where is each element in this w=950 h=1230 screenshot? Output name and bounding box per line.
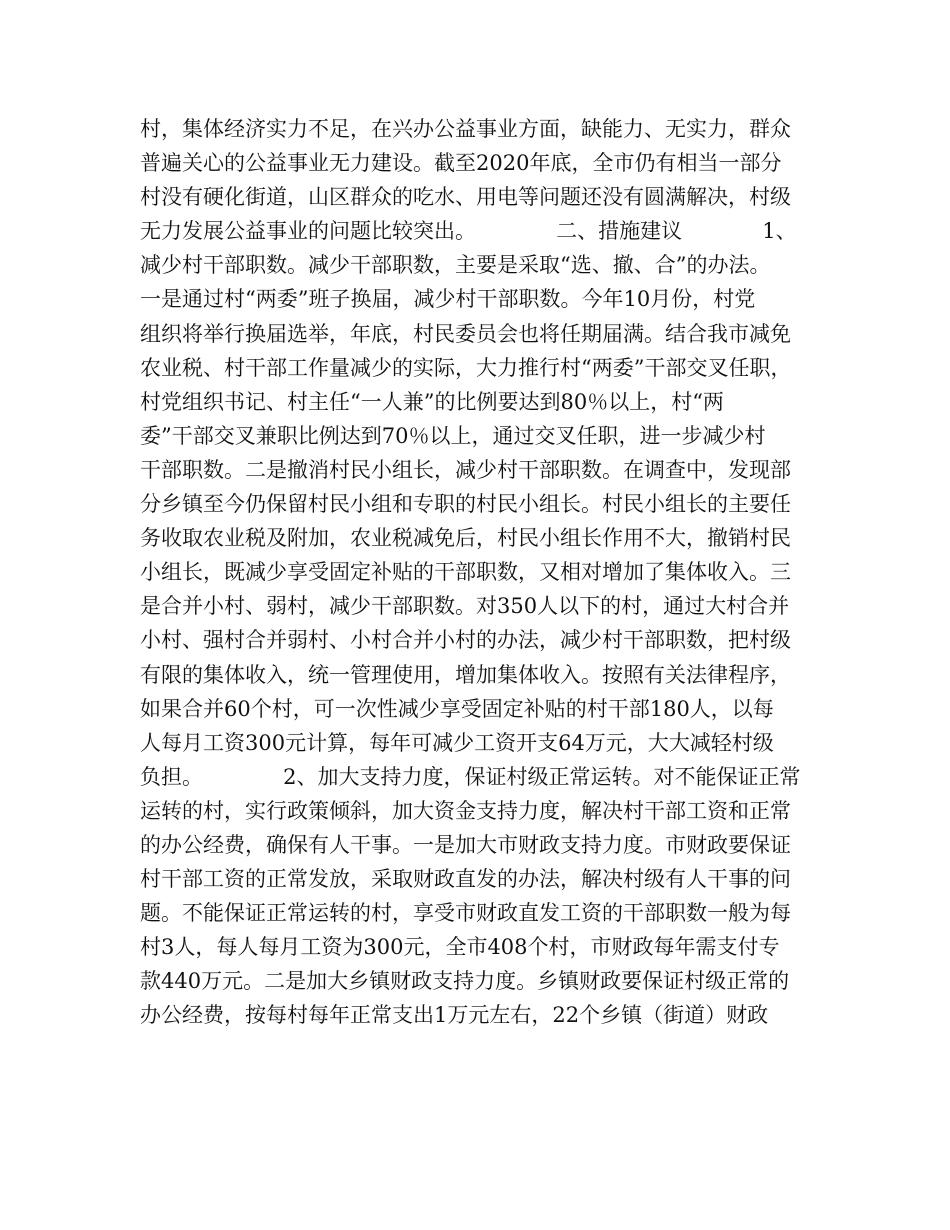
text-line: 款440万元。二是加大乡镇财政支持力度。乡镇财政要保证村级正常的 (140, 969, 790, 994)
text-line: 村没有硬化街道，山区群众的吃水、用电等问题还没有圆满解决，村级 (140, 185, 791, 210)
body-text (140, 112, 820, 1033)
text-line: 普遍关心的公益事业无力建设。截至2020年底，全市仍有相当一部分 (140, 151, 782, 176)
text-line: 题。不能保证正常运转的村，享受市财政直发工资的干部职数一般为每 (140, 901, 791, 926)
text-line: 村，集体经济实力不足，在兴办公益事业方面，缺能力、无实力，群众 (140, 117, 791, 141)
text-line: 无力发展公益事业的问题比较突出。 二、措施建议 1、 (140, 219, 797, 244)
text-line: 运转的村，实行政策倾斜，加大资金支持力度，解决村干部工资和正常 (140, 798, 791, 823)
text-line: 村党组织书记、村主任“一人兼”的比例要达到80％以上，村“两 (140, 389, 724, 414)
text-line: 干部职数。二是撤消村民小组长，减少村干部职数。在调查中，发现部 (140, 457, 791, 482)
text-line: 减少村干部职数。减少干部职数，主要是采取“选、撤、合”的办法。 (140, 253, 771, 278)
text-line: 分乡镇至今仍保留村民小组和专职的村民小组长。村民小组长的主要任 (140, 492, 791, 517)
text-line: 负担。 2、加大支持力度，保证村级正常运转。对不能保证正常 (140, 764, 801, 789)
text-line: 一是通过村“两委”班子换届，减少村干部职数。今年10月份，村党 (140, 287, 756, 312)
text-line: 小组长，既减少享受固定补贴的干部职数，又相对增加了集体收入。三 (140, 560, 791, 585)
text-line: 委”干部交叉兼职比例达到70％以上，通过交叉任职，进一步减少村 (140, 423, 766, 448)
text-line: 的办公经费，确保有人干事。一是加大市财政支持力度。市财政要保证 (140, 832, 791, 857)
text-line: 办公经费，按每村每年正常支出1万元左右，22个乡镇（街道）财政 (140, 1003, 769, 1028)
text-line: 有限的集体收入，统一管理使用，增加集体收入。按照有关法律程序， (140, 662, 791, 687)
text-line: 是合并小村、弱村，减少干部职数。对350人以下的村，通过大村合并 (140, 594, 790, 619)
text-line: 人每月工资300元计算，每年可减少工资开支64万元，大大减轻村级 (140, 730, 774, 755)
text-line: 村干部工资的正常发放，采取财政直发的办法，解决村级有人干事的问 (140, 867, 791, 892)
text-line: 务收取农业税及附加，农业税减免后，村民小组长作用不大，撤销村民 (140, 526, 791, 551)
text-line: 小村、强村合并弱村、小村合并小村的办法，减少村干部职数，把村级 (140, 628, 791, 653)
text-line: 村3人，每人每月工资为300元，全市408个村，市财政每年需支付专 (140, 935, 780, 960)
text-line: 农业税、村干部工作量减少的实际，大力推行村“两委”干部交叉任职， (140, 355, 792, 380)
text-line: 如果合并60个村，可一次性减少享受固定补贴的村干部180人，以每 (140, 696, 774, 721)
text-line: 组织将举行换届选举，年底，村民委员会也将任期届满。结合我市减免 (140, 321, 791, 346)
